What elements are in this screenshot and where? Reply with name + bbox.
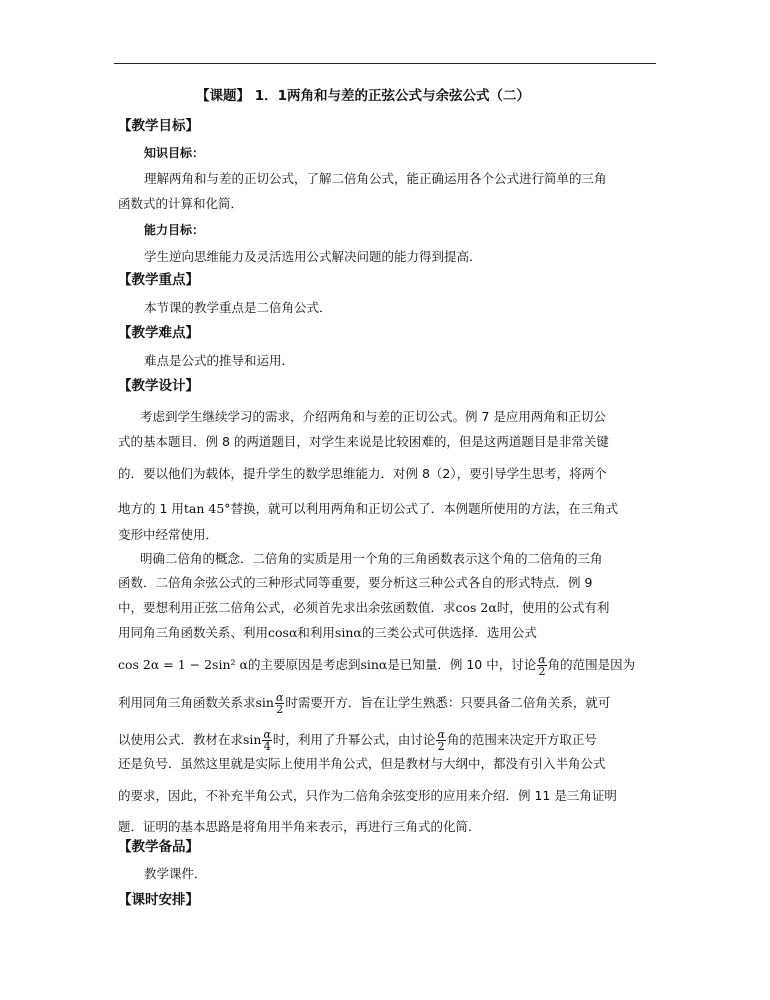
formula-cos2a: cos 2α	[455, 600, 497, 615]
difficulties-text: 难点是公式的推导和运用．	[144, 353, 295, 368]
lesson-title: 【课题】 1．1两角和与差的正弦公式与余弦公式（二）	[196, 88, 530, 104]
text-run: 角的范围来决定开方取正号	[446, 732, 597, 747]
text-run: 利用同角三角函数关系求	[118, 695, 256, 710]
design-p2-line-10: 题．证明的基本思路是将角用半角来表示，再进行三角式的化简．	[118, 819, 481, 834]
section-difficulties: 【教学难点】	[118, 325, 199, 341]
sin-function: sin	[243, 732, 262, 747]
text-run: 是已知量．例 10 中，讨论	[387, 657, 537, 672]
sin-function: sin	[255, 695, 274, 710]
formula-sin-alpha: sinα	[360, 657, 388, 672]
text-run: 地方的 1 用	[118, 501, 184, 516]
text-run: 和利用	[297, 625, 335, 640]
design-p1-line-1: 考虑到学生继续学习的需求，介绍两角和与差的正切公式。例 7 是应用两角和正切公	[140, 409, 606, 424]
section-materials: 【教学备品】	[118, 839, 199, 855]
text-run: 时需要开方．旨在让学生熟悉：只要具备二倍角关系，就可	[285, 695, 611, 710]
text-run: 的主要原因是考虑到	[247, 657, 361, 672]
section-schedule: 【课时安排】	[118, 892, 199, 908]
materials-text: 教学课件．	[144, 866, 207, 881]
fraction-alpha-over-2: $\frac{\alpha}{2}$	[275, 691, 284, 716]
formula-tan45: tan 45°	[183, 501, 231, 516]
text-run: 替换，就可以利用两角和正切公式了．本例题所使用的方法，在三角式	[230, 501, 619, 516]
design-p2-line-4	[118, 625, 537, 641]
design-p2-line-8: 还是负号．虽然这里就是实际上使用半角公式，但是教材与大纲中，都没有引入半角公式	[118, 756, 606, 771]
design-p2-line-1: 明确二倍角的概念．二倍角的实质是用一个角的三角函数表示这个角的二倍角的三角	[140, 551, 603, 566]
key-points-text: 本节课的教学重点是二倍角公式．	[144, 300, 332, 315]
fraction-alpha-over-4: $\frac{\alpha}{4}$	[263, 728, 271, 753]
section-objectives: 【教学目标】	[118, 118, 199, 134]
design-p2-line-2: 函数．二倍角余弦公式的三种形式同等重要，要分析这三种公式各自的形式特点．例 9	[118, 575, 593, 590]
text-run: 中，要想利用正弦二倍角公式，必须首先求出余弦函数值．求	[118, 600, 456, 615]
formula-sin-alpha: sinα	[334, 625, 362, 640]
ability-objective-line: 学生逆向思维能力及灵活选用公式解决问题的能力得到提高．	[144, 249, 482, 264]
design-p2-line-9: 的要求，因此，不补充半角公式，只作为二倍角余弦变形的应用来介绍．例 11 是三角证明	[118, 788, 617, 803]
design-p2-line-5	[118, 654, 635, 677]
fraction-alpha-over-2: $\frac{\alpha}{2}$	[538, 653, 546, 678]
design-p1-line-3: 的．要以他们为载体，提升学生的数学思维能力．对例 8（2），要引导学生思考，将两个	[118, 466, 607, 481]
text-run: 用同角三角函数关系、利用	[118, 625, 269, 640]
knowledge-objective-line-2: 函数式的计算和化简．	[118, 196, 244, 211]
text-run: 时，使用的公式有利	[496, 600, 610, 615]
design-p1-line-4	[118, 501, 618, 517]
text-run: 角的范围是因为	[547, 657, 636, 672]
ability-objective-label: 能力目标：	[144, 223, 205, 237]
design-p2-line-7	[118, 729, 597, 752]
header-rule	[114, 63, 656, 64]
design-p1-line-2: 式的基本题目．例 8 的两道题目，对学生来说是比较困难的，但是这两道题目是非常关键	[118, 434, 609, 449]
text-run: 时，利用了升幂公式，由讨论	[272, 732, 436, 747]
knowledge-objective-line-1: 理解两角和与差的正切公式，了解二倍角公式，能正确运用各个公式进行简单的三角	[144, 171, 607, 186]
text-run: 的三类公式可供选择．选用公式	[361, 625, 537, 640]
section-key-points: 【教学重点】	[118, 272, 199, 288]
formula-cos2a-identity: cos 2α = 1 − 2sin² α	[118, 657, 248, 672]
text-run: 以使用公式．教材在求	[118, 732, 244, 747]
design-p1-line-5: 变形中经常使用．	[118, 527, 219, 542]
design-p2-line-6	[118, 692, 610, 715]
section-design: 【教学设计】	[118, 378, 199, 394]
formula-cos-alpha: cosα	[268, 625, 298, 640]
design-p2-line-3	[118, 600, 609, 616]
fraction-alpha-over-2: $\frac{\alpha}{2}$	[437, 728, 445, 753]
knowledge-objective-label: 知识目标：	[144, 146, 205, 160]
